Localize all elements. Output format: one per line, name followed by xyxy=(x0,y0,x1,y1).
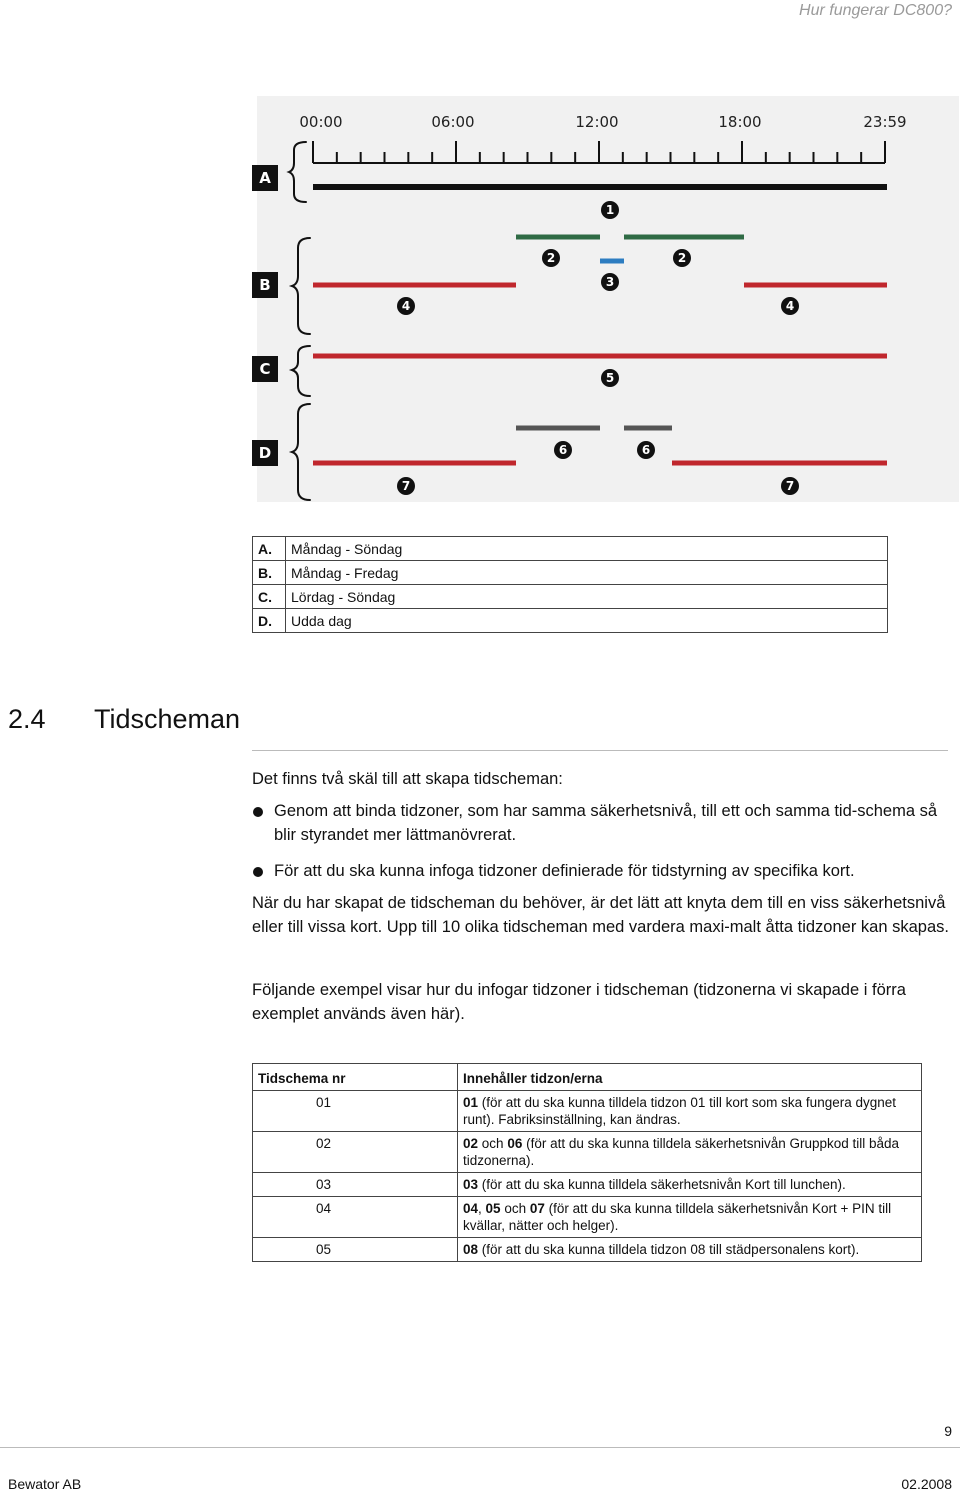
diagram-background xyxy=(257,96,959,502)
schedule-contents: 02 och 06 (för att du ska kunna tilldela säkerhetsnivån Gruppkod till båda tidzonerna). xyxy=(458,1132,922,1173)
time-label-0600: 06:00 xyxy=(431,113,475,131)
marker-number: 2 xyxy=(677,251,687,265)
footer-divider xyxy=(0,1447,960,1448)
intro-paragraph: Det finns två skäl till att skapa tidscheman: xyxy=(252,770,563,788)
legend-letter: A. xyxy=(253,537,286,561)
schedule-nr: 03 xyxy=(253,1173,458,1197)
time-label-2359: 23:59 xyxy=(863,113,907,131)
table-row xyxy=(253,1197,922,1238)
day-legend-table xyxy=(252,536,888,633)
table-row xyxy=(253,1238,922,1262)
schedule-contents: 03 (för att du ska kunna tilldela säkerhetsnivån Kort till lunchen). xyxy=(458,1173,922,1197)
time-label-1200: 12:00 xyxy=(575,113,619,131)
legend-text: Måndag - Fredag xyxy=(286,561,888,585)
running-header-title: Hur fungerar DC800? xyxy=(799,2,952,19)
marker-number: 5 xyxy=(605,371,615,385)
body-paragraph: Följande exempel visar hur du infogar tidzoner i tidscheman (tidzonerna vi skapade i förra exemplet används även här). xyxy=(252,981,906,1023)
time-zone-diagram xyxy=(0,0,960,520)
legend-text: Udda dag xyxy=(286,609,888,633)
marker-number: 4 xyxy=(785,299,795,313)
legend-text: Lördag - Söndag xyxy=(286,585,888,609)
marker-number: 6 xyxy=(641,443,651,457)
schedule-nr: 01 xyxy=(253,1091,458,1132)
section-title: Tidscheman xyxy=(94,704,241,734)
marker-number: 6 xyxy=(558,443,568,457)
row-label-a: A xyxy=(259,169,271,187)
schedule-contents: 01 (för att du ska kunna tilldela tidzon 01 till kort som ska fungera dygnet runt). Fabriksinställning, kan ändras. xyxy=(458,1091,922,1132)
bullet-item: För att du ska kunna infoga tidzoner definierade för tidstyrning av specifika kort. xyxy=(252,859,952,883)
footer-date: 02.2008 xyxy=(901,1476,952,1492)
legend-letter: C. xyxy=(253,585,286,609)
schedule-header-row xyxy=(253,1064,922,1091)
bullet-item: Genom att binda tidzoner, som har samma säkerhetsnivå, till ett och samma tid-schema så blir styrandet mer lättmanövrerat. xyxy=(252,799,952,847)
legend-letter: B. xyxy=(253,561,286,585)
section-number: 2.4 xyxy=(8,704,46,734)
legend-row xyxy=(253,561,888,585)
column-header-contents: Innehåller tidzon/erna xyxy=(458,1064,922,1091)
time-label-0000: 00:00 xyxy=(299,113,343,131)
table-row xyxy=(253,1132,922,1173)
column-header-schedule-nr: Tidschema nr xyxy=(253,1064,458,1091)
section-divider xyxy=(252,750,948,751)
marker-number: 3 xyxy=(605,275,615,289)
schedule-table xyxy=(252,1063,922,1262)
body-paragraph: När du har skapat de tidscheman du behöver, är det lätt att knyta dem till en viss säkerhetsnivå eller till vissa kort. Upp till 10 olika tidscheman med vardera maxi-malt åtta tidzoner kan skapas. xyxy=(252,894,949,936)
row-label-d: D xyxy=(258,444,272,462)
marker-number: 2 xyxy=(546,251,556,265)
legend-text: Måndag - Söndag xyxy=(286,537,888,561)
row-label-c: C xyxy=(259,360,271,378)
footer-company: Bewator AB xyxy=(8,1476,82,1492)
schedule-contents: 04, 05 och 07 (för att du ska kunna tilldela säkerhetsnivån Kort + PIN till kvällar, nätter och helger). xyxy=(458,1197,922,1238)
schedule-nr: 05 xyxy=(253,1238,458,1262)
marker-number: 1 xyxy=(605,203,615,217)
page-number: 9 xyxy=(944,1423,952,1439)
table-row xyxy=(253,1091,922,1132)
marker-number: 4 xyxy=(401,299,411,313)
schedule-nr: 02 xyxy=(253,1132,458,1173)
legend-letter: D. xyxy=(253,609,286,633)
time-label-1800: 18:00 xyxy=(718,113,762,131)
marker-number: 7 xyxy=(401,479,411,493)
schedule-nr: 04 xyxy=(253,1197,458,1238)
table-row xyxy=(253,1173,922,1197)
row-label-b: B xyxy=(259,276,271,294)
legend-row xyxy=(253,585,888,609)
legend-row xyxy=(253,537,888,561)
legend-row xyxy=(253,609,888,633)
bullet-list xyxy=(252,799,952,895)
schedule-contents: 08 (för att du ska kunna tilldela tidzon 08 till städpersonalens kort). xyxy=(458,1238,922,1262)
marker-number: 7 xyxy=(785,479,795,493)
section-heading xyxy=(8,704,240,735)
